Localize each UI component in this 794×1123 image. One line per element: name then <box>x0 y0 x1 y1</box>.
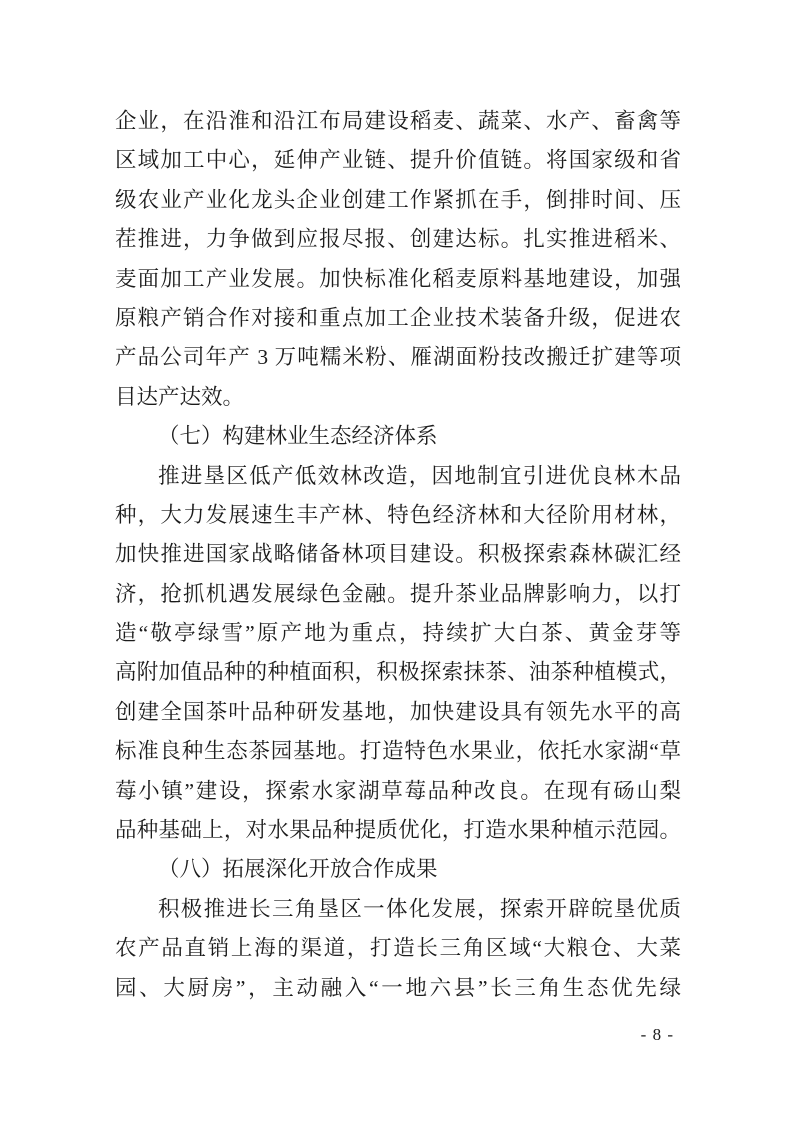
text-line: 推进垦区低产低效林改造，因地制宜引进优良林木品 <box>158 463 681 488</box>
text-line: 济，抢抓机遇发展绿色金融。提升茶业品牌影响力，以打 <box>115 581 681 606</box>
text-line: 农产品直销上海的渠道，打造长三角区域“大粮仓、大菜 <box>115 936 681 961</box>
text-line: 创建全国茶叶品种研发基地，加快建设具有领先水平的高 <box>115 699 681 724</box>
text-line: 加快推进国家战略储备林项目建设。积极探索森林碳汇经 <box>115 542 681 567</box>
text-line: 品种基础上，对水果品种提质优化，打造水果种植示范园。 <box>115 818 681 843</box>
page-number: - 8 - <box>640 1025 674 1044</box>
text-line: 区域加工中心，延伸产业链、提升价值链。将国家级和省 <box>115 148 681 173</box>
text-line: 茬推进，力争做到应报尽报、创建达标。扎实推进稻米、 <box>115 227 681 252</box>
text-line: 目达产达效。 <box>115 384 245 409</box>
section-heading-line: （七）构建林业生态经济体系 <box>158 424 438 449</box>
text-line: 原粮产销合作对接和重点加工企业技术装备升级，促进农 <box>115 305 681 330</box>
document-body <box>115 102 681 1008</box>
text-line: 园、大厨房”，主动融入“一地六县”长三角生态优先绿 <box>115 975 681 1000</box>
text-line: 标准良种生态茶园基地。打造特色水果业，依托水家湖“草 <box>115 739 681 764</box>
section-heading-line: （八）拓展深化开放合作成果 <box>158 857 438 882</box>
text-line: 高附加值品种的种植面积，积极探索抹茶、油茶种植模式， <box>115 660 681 685</box>
text-line: 产品公司年产 3 万吨糯米粉、雁湖面粉技改搬迁扩建等项 <box>115 345 681 370</box>
text-line: 造“敬亭绿雪”原产地为重点，持续扩大白茶、黄金芽等 <box>115 621 681 646</box>
text-line: 积极推进长三角垦区一体化发展，探索开辟皖垦优质 <box>158 896 681 921</box>
text-line: 种，大力发展速生丰产林、特色经济林和大径阶用材林， <box>115 502 681 527</box>
text-line: 莓小镇”建设，探索水家湖草莓品种改良。在现有砀山梨 <box>115 778 681 803</box>
text-line: 麦面加工产业发展。加快标准化稻麦原料基地建设，加强 <box>115 266 681 291</box>
text-line: 企业，在沿淮和沿江布局建设稻麦、蔬菜、水产、畜禽等 <box>115 109 681 133</box>
text-line: 级农业产业化龙头企业创建工作紧抓在手，倒排时间、压 <box>115 187 681 212</box>
